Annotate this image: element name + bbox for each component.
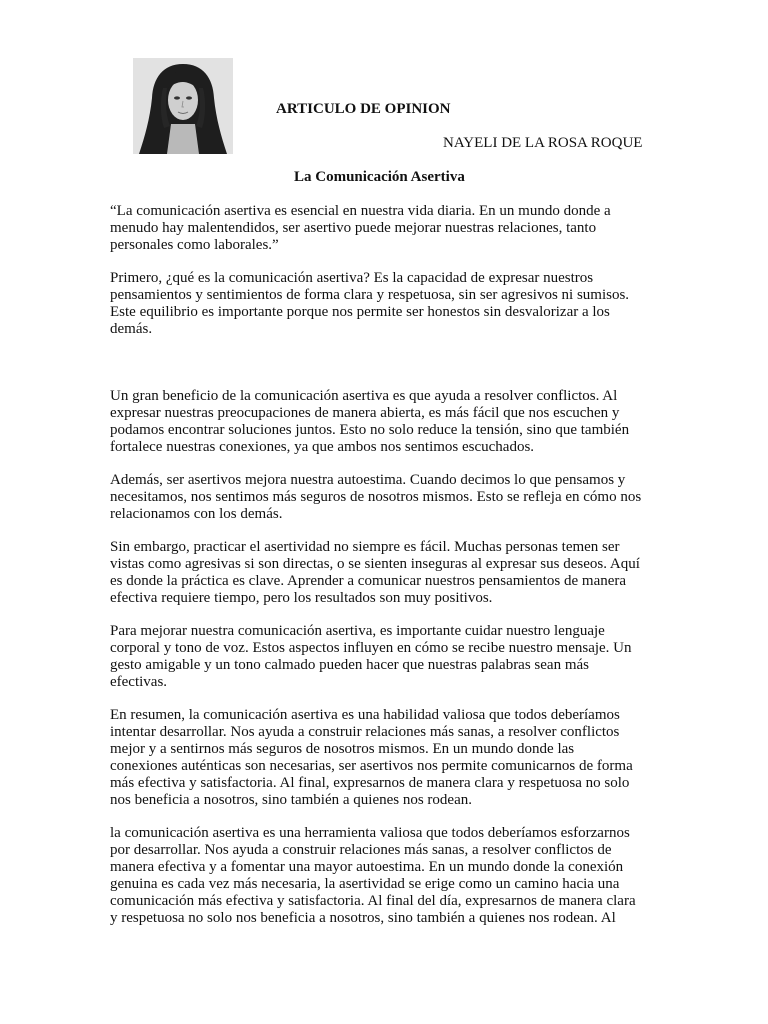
text-line: corporal y tono de voz. Estos aspectos influyen en cómo se recibe nuestro mensaje. Un [110, 640, 632, 656]
paragraph-1 [110, 203, 662, 254]
text-line: manera efectiva y a fomentar una mayor autoestima. En un mundo donde la conexión [110, 859, 624, 875]
paragraph-5 [110, 539, 662, 607]
text-line: fortalece nuestras conexiones, ya que ambos nos sentimos escuchados. [110, 439, 535, 455]
text-line: Sin embargo, practicar el asertividad no siempre es fácil. Muchas personas temen ser [110, 539, 620, 555]
author-photo [133, 58, 233, 154]
article-subtitle: La Comunicación Asertiva [294, 169, 465, 185]
text-line: y respetuosa no solo nos beneficia a nosotros, sino también a quienes nos rodean. Al [110, 910, 616, 926]
paragraph-2 [110, 270, 662, 338]
text-line: En resumen, la comunicación asertiva es una habilidad valiosa que todos deberíamos [110, 707, 620, 723]
document-title: ARTICULO DE OPINION [276, 101, 451, 117]
text-line: más efectiva y satisfactoria. Al final, expresarnos de manera clara y respetuosa no solo [110, 775, 630, 791]
text-line: necesitamos, nos sentimos más seguros de nosotros mismos. Esto se refleja en cómo nos [110, 489, 642, 505]
text-line: por desarrollar. Nos ayuda a construir relaciones más sanas, a resolver conflictos de [110, 842, 612, 858]
paragraph-6 [110, 623, 662, 691]
text-line: Un gran beneficio de la comunicación asertiva es que ayuda a resolver conflictos. Al [110, 388, 618, 404]
text-line: personales como laborales.” [110, 237, 279, 253]
text-line: mejor y a sentirnos más seguros de nosotros mismos. En un mundo donde las [110, 741, 575, 757]
text-line: pensamientos y sentimientos de forma clara y respetuosa, sin ser agresivos ni sumisos. [110, 287, 630, 303]
paragraph-8 [110, 825, 662, 927]
text-line: vistas como agresivas si son directas, o se sienten inseguras al expresar sus deseos. Aquí [110, 556, 640, 572]
text-line: relacionamos con los demás. [110, 506, 283, 522]
text-line: gesto amigable y un tono calmado pueden hacer que nuestras palabras sean más [110, 657, 589, 673]
text-line: expresar nuestras preocupaciones de manera abierta, es más fácil que nos escuchen y [110, 405, 620, 421]
text-line: Además, ser asertivos mejora nuestra autoestima. Cuando decimos lo que pensamos y [110, 472, 626, 488]
text-line: podamos encontrar soluciones juntos. Esto no solo reduce la tensión, sino que también [110, 422, 630, 438]
text-line: Este equilibrio es importante porque nos permite ser honestos sin desvalorizar a los [110, 304, 610, 320]
text-line: genuina es cada vez más necesaria, la asertividad se erige como un camino hacia una [110, 876, 620, 892]
paragraph-7 [110, 707, 662, 809]
paragraph-4 [110, 472, 662, 523]
text-line: es donde la práctica es clave. Aprender a comunicar nuestros pensamientos de manera [110, 573, 627, 589]
text-line: Para mejorar nuestra comunicación asertiva, es importante cuidar nuestro lenguaje [110, 623, 605, 639]
text-line: demás. [110, 321, 153, 337]
text-line: la comunicación asertiva es una herramienta valiosa que todos deberíamos esforzarnos [110, 825, 630, 841]
text-line: efectiva requiere tiempo, pero los resultados son muy positivos. [110, 590, 493, 606]
text-line: intentar desarrollar. Nos ayuda a construir relaciones más sanas, a resolver conflictos [110, 724, 620, 740]
text-line: Primero, ¿qué es la comunicación asertiva? Es la capacidad de expresar nuestros [110, 270, 594, 286]
text-line: “La comunicación asertiva es esencial en nuestra vida diaria. En un mundo donde a [110, 203, 611, 219]
text-line: conexiones auténticas son necesarias, ser asertivos nos permite comunicarnos de forma [110, 758, 633, 774]
paragraph-3 [110, 388, 662, 456]
text-line: nos beneficia a nosotros, sino también a quienes nos rodean. [110, 792, 472, 808]
text-line: menudo hay malentendidos, ser asertivo puede mejorar nuestras relaciones, tanto [110, 220, 597, 236]
text-line: comunicación más efectiva y satisfactoria. Al final del día, expresarnos de manera clara [110, 893, 636, 909]
text-line: efectivas. [110, 674, 168, 690]
author-name: NAYELI DE LA ROSA ROQUE [443, 135, 643, 151]
